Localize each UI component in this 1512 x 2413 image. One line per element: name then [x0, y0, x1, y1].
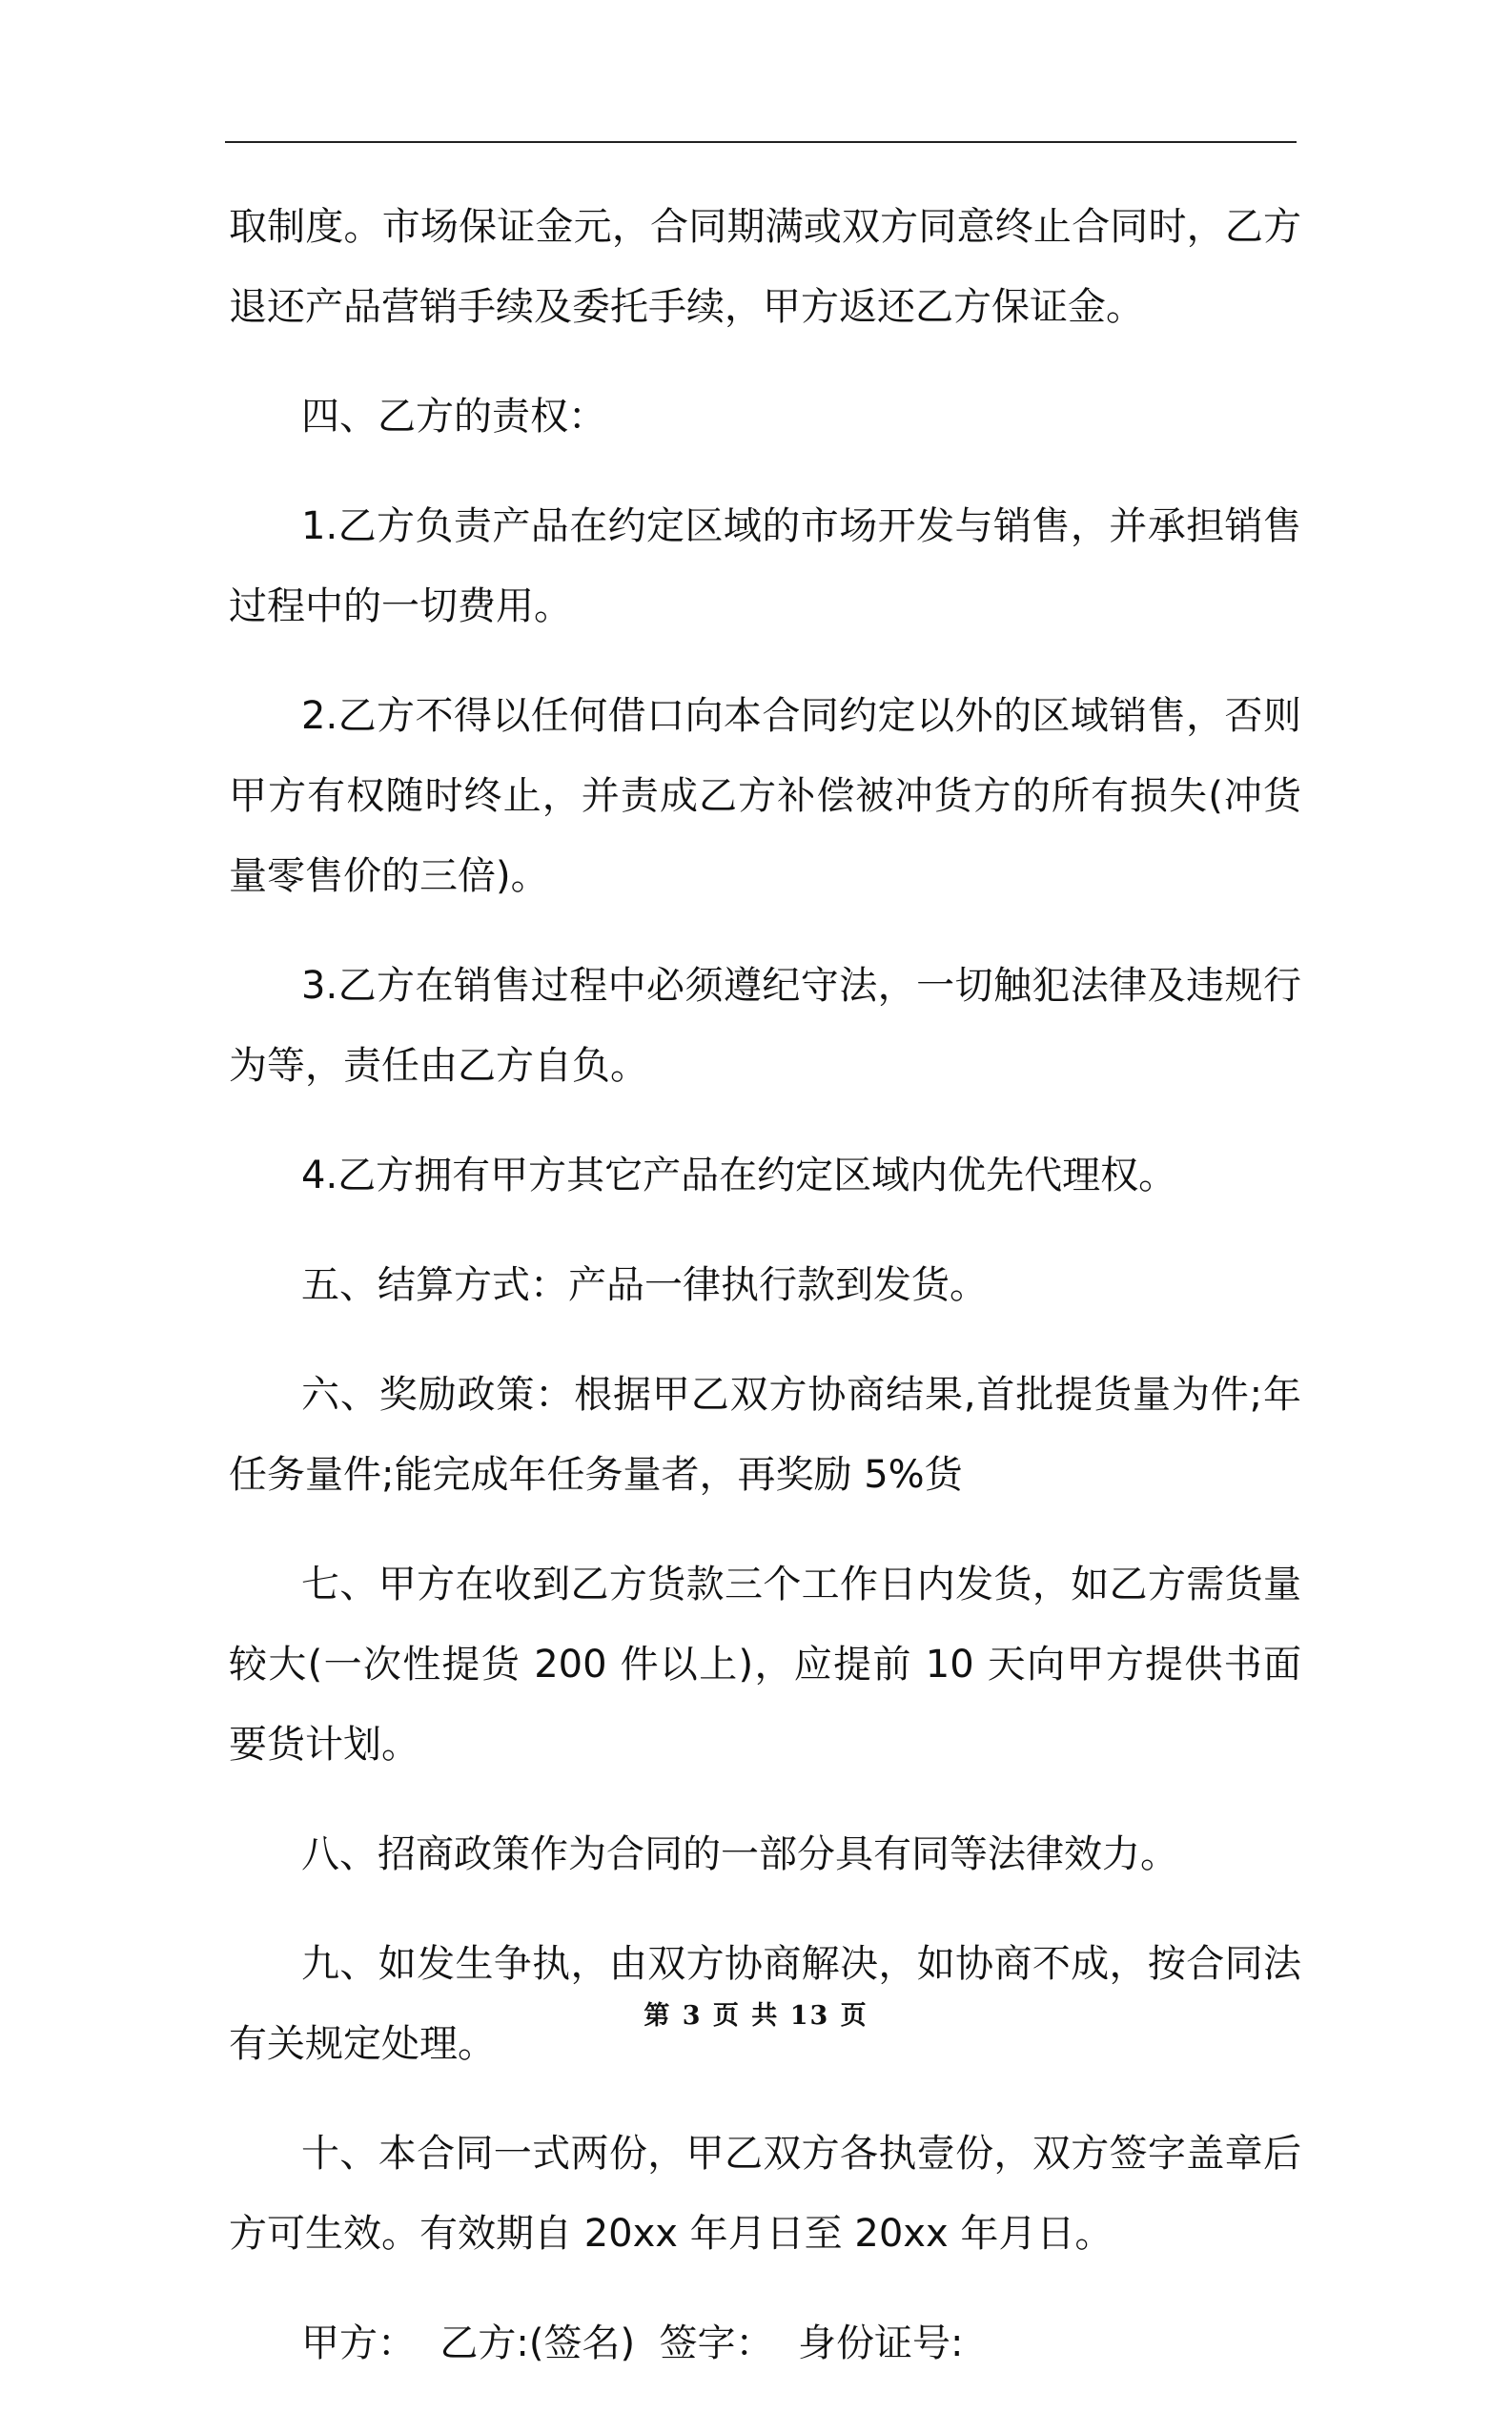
clause-item-3: 3.乙方在销售过程中必须遵纪守法，一切触犯法律及违规行为等，责任由乙方自负。 [229, 964, 1301, 1088]
section-copies-validity: 十、本合同一式两份，甲乙双方各执壹份，双方签字盖章后方可生效。有效期自 20xx 年月日至 20xx 年月日。 [229, 2132, 1301, 2256]
section-delivery: 七、甲方在收到乙方货款三个工作日内发货，如乙方需货量较大(一次性提货 200 件以上)，应提前 10 天向甲方提供书面要货计划。 [229, 1563, 1301, 1767]
document-body [229, 187, 1301, 2413]
page-number-footer: 第 3 页 共 13 页 [644, 2001, 868, 2031]
section-investment-policy: 八、招商政策作为合同的一部分具有同等法律效力。 [301, 1832, 1178, 1876]
section-settlement: 五、结算方式：产品一律执行款到发货。 [301, 1263, 988, 1307]
section-heading-party-b-rights: 四、乙方的责权： [301, 395, 606, 439]
paragraph-deposit-return: 取制度。市场保证金元，合同期满或双方同意终止合同时，乙方退还产品营销手续及委托手续，甲方返还乙方保证金。 [229, 205, 1301, 329]
signature-line: 甲方： 乙方:(签名) 签字： 身份证号: [301, 2321, 964, 2365]
clause-item-4: 4.乙方拥有甲方其它产品在约定区域内优先代理权。 [301, 1154, 1177, 1197]
clause-item-2: 2.乙方不得以任何借口向本合同约定以外的区域销售，否则甲方有权随时终止，并责成乙方补偿被冲货方的所有损失(冲货量零售价的三倍)。 [229, 694, 1301, 898]
header-rule [225, 141, 1297, 143]
clause-item-1: 1.乙方负责产品在约定区域的市场开发与销售，并承担销售过程中的一切费用。 [229, 504, 1301, 628]
section-incentive-policy: 六、奖励政策：根据甲乙双方协商结果,首批提货量为件;年任务量件;能完成年任务量者，再奖励 5%货 [229, 1373, 1301, 1497]
section-dispute: 九、如发生争执，由双方协商解决，如协商不成，按合同法有关规定处理。 [229, 1942, 1301, 2066]
